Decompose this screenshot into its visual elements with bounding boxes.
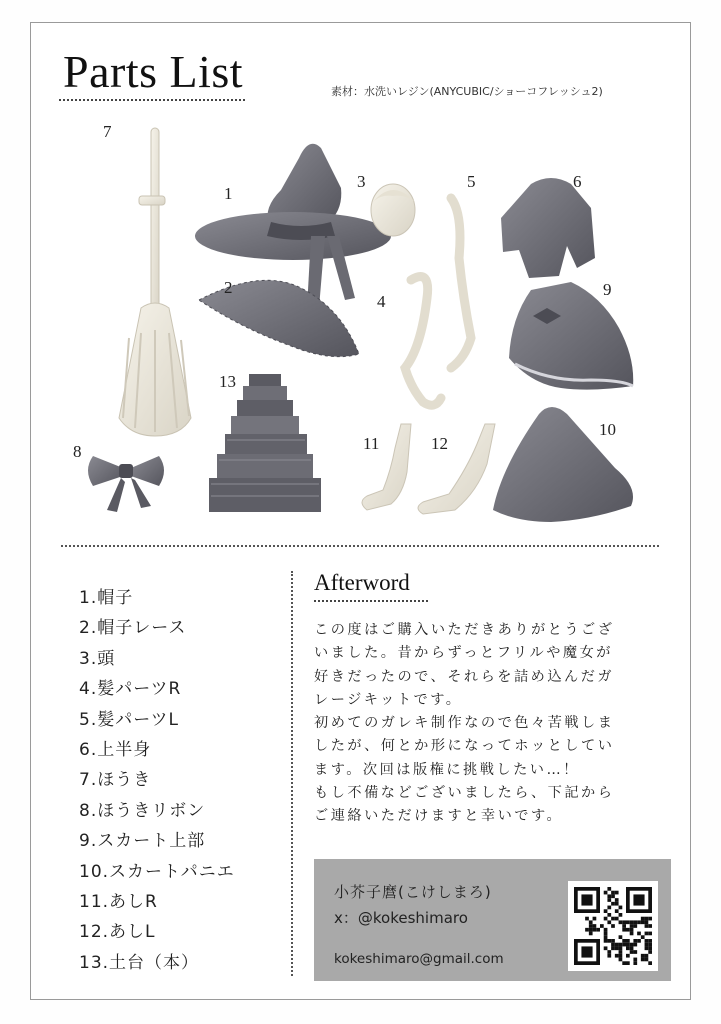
afterword-line: この度はご購入いただきありがとうござ <box>314 622 615 638</box>
parts-list-item: 1.帽子 <box>79 588 134 608</box>
part-number-5: 5 <box>467 172 476 191</box>
material-note: 素材：水洗いレジン(ANYCUBIC/ショーコフレッシュ2) <box>331 85 603 98</box>
afterword-line: いました。昔からずっとフリルや魔女が <box>314 645 613 662</box>
part-number-8: 8 <box>73 442 82 461</box>
parts-list-item: 12.あしL <box>79 922 156 943</box>
base-books-part <box>209 374 321 512</box>
qr-code-icon[interactable] <box>568 881 658 971</box>
part-number-3: 3 <box>357 172 366 191</box>
parts-list-item: 2.帽子レース <box>79 618 187 639</box>
part-number-4: 4 <box>377 292 386 311</box>
column-divider <box>291 571 293 976</box>
parts-list-item: 6.上半身 <box>79 739 152 760</box>
title-underline <box>59 99 245 101</box>
parts-list-item: 10.スカートパニエ <box>79 861 235 882</box>
parts-list-item: 5.髪パーツL <box>79 709 180 730</box>
parts-list-item: 11.あしR <box>79 891 158 912</box>
contact-box <box>314 859 671 981</box>
parts-illustration <box>31 118 692 548</box>
part-number-13: 13 <box>219 372 236 391</box>
email-link[interactable]: kokeshimaro@gmail.com <box>334 951 504 967</box>
parts-list-item: 9.スカート上部 <box>79 831 206 852</box>
parts-list-item: 13.土台（本） <box>79 952 200 973</box>
afterword-line: ます。次回は版権に挑戦したい…！ <box>314 761 580 778</box>
afterword-line: したが、何とか形になってホッとしてい <box>314 738 615 755</box>
parts-list-item: 7.ほうき <box>79 770 152 791</box>
afterword-body <box>314 619 664 829</box>
section-divider <box>61 545 659 547</box>
broom-ribbon-part <box>88 456 164 512</box>
hat-lace-part <box>199 280 359 356</box>
afterword-line: 初めてのガレキ制作なので色々苦戦しま <box>314 715 615 732</box>
leg-l-part <box>418 424 495 514</box>
page-title: Parts List <box>63 46 244 97</box>
part-number-10: 10 <box>599 420 616 439</box>
upper-body-part <box>501 178 595 278</box>
hair-r-part <box>405 277 441 406</box>
afterword-underline <box>314 600 428 602</box>
parts-list-item: 4.髪パーツR <box>79 679 182 700</box>
head-part <box>371 184 415 236</box>
author-name: 小芥子麿(こけしまろ) <box>334 883 492 901</box>
afterword-line: 好きだったので、それらを詰め込んだガ <box>314 668 615 685</box>
part-number-1: 1 <box>224 184 233 203</box>
part-number-12: 12 <box>431 434 448 453</box>
broom-part <box>119 128 191 436</box>
qr-code-graphic <box>568 881 658 971</box>
afterword-line: もし不備などございましたら、下記から <box>314 785 615 802</box>
parts-list-item: 8.ほうきリボン <box>79 800 206 821</box>
x-account-link[interactable]: x：@kokeshimaro <box>334 909 468 927</box>
part-number-2: 2 <box>224 278 233 297</box>
parts-list-item: 3.頭 <box>79 648 116 669</box>
part-number-6: 6 <box>573 172 582 191</box>
afterword-line: レージキットです。 <box>314 691 463 708</box>
parts-list <box>79 583 235 978</box>
part-number-9: 9 <box>603 280 612 299</box>
parts-sheet <box>30 22 691 1000</box>
skirt-top-part <box>509 282 633 390</box>
part-number-7: 7 <box>103 122 112 141</box>
afterword-line: ご連絡いただけますと幸いです。 <box>314 808 564 825</box>
afterword-title: Afterword <box>314 570 410 595</box>
hair-l-part <box>451 198 471 368</box>
part-number-11: 11 <box>363 434 380 453</box>
